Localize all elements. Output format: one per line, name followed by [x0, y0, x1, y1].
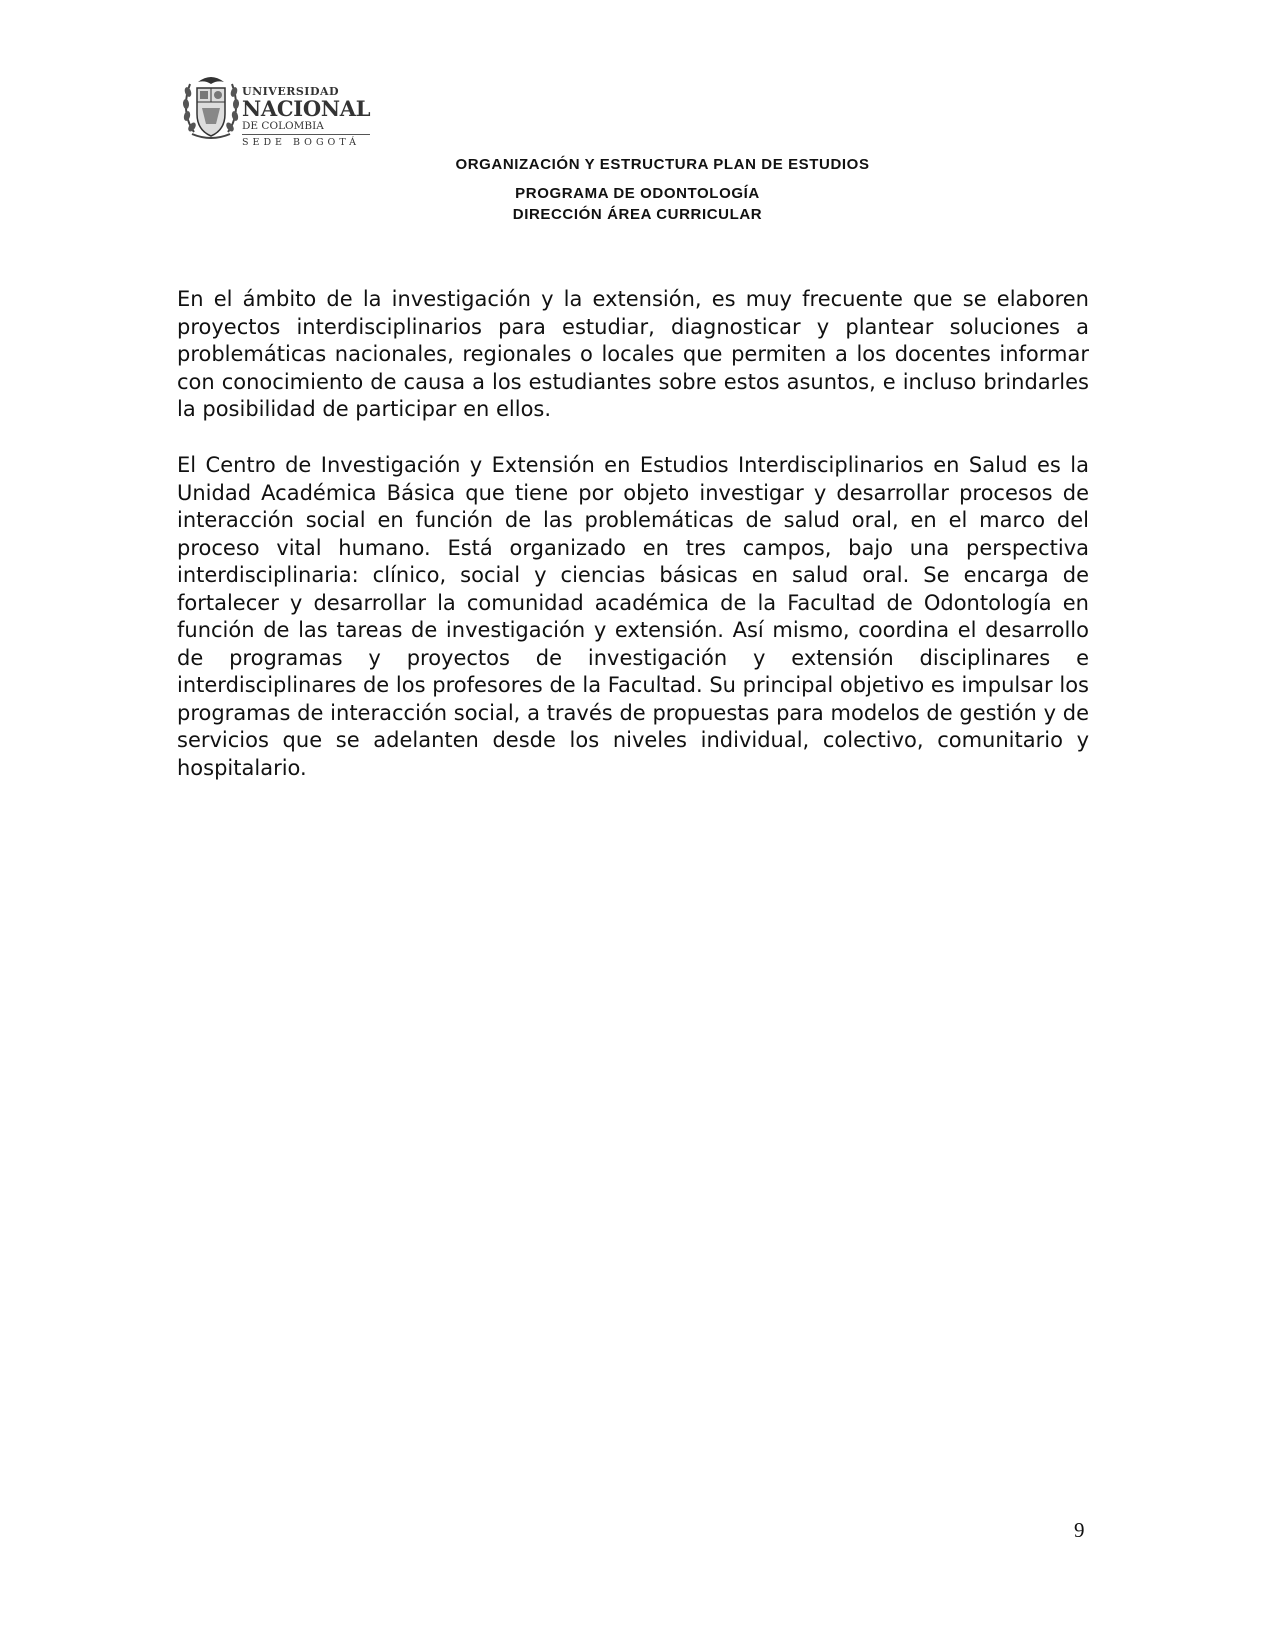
logo-line-de-colombia: DE COLOMBIA: [242, 120, 324, 132]
direction-title: DIRECCIÓN ÁREA CURRICULAR: [512, 206, 763, 223]
logo-wordmark: [242, 86, 370, 150]
program-title: PROGRAMA DE ODONTOLOGÍA: [515, 185, 760, 202]
paragraph-2: El Centro de Investigación y Extensión en Estudios Interdisciplinarios en Salud es la Unidad Académica Básica que tiene por objeto investigar y desarrollar procesos de interacción social en función de las problemáticas de salud oral, en el marco del proceso vital humano. Está organizado en tres campos, bajo una perspectiva interdisciplinaria: clínico, social y ciencias básicas en salud oral. Se encarga de fortalecer y desarrollar la comunidad académica de la Facultad de Odontología en función de las tareas de investigación y extensión. Así mismo, coordina el desarrollo de programas y proyectos de investigación y extensión disciplinares e interdisciplinares de los profesores de la Facultad. Su principal objetivo es impulsar los programas de interacción social, a través de propuestas para modelos de gestión y de servicios que se adelanten desde los niveles individual, colectivo, comunitario y hospitalario.: [177, 453, 1089, 780]
university-logo: [182, 72, 371, 152]
university-shield-icon: [182, 72, 240, 142]
document-title: ORGANIZACIÓN Y ESTRUCTURA PLAN DE ESTUDIOS: [455, 156, 870, 173]
page-number: 9: [1074, 1518, 1085, 1542]
logo-line-sede: SEDE BOGOTÁ: [242, 134, 370, 150]
logo-line-nacional: NACIONAL: [242, 96, 371, 121]
paragraph-1: En el ámbito de la investigación y la extensión, es muy frecuente que se elaboren proyectos interdisciplinarios para estudiar, diagnosticar y plantear soluciones a problemáticas nacionales, regionales o locales que permiten a los docentes informar con conocimiento de causa a los estudiantes sobre estos asuntos, e incluso brindarles la posibilidad de participar en ellos.: [177, 287, 1089, 421]
logo-line-universidad: UNIVERSIDAD: [242, 85, 340, 98]
